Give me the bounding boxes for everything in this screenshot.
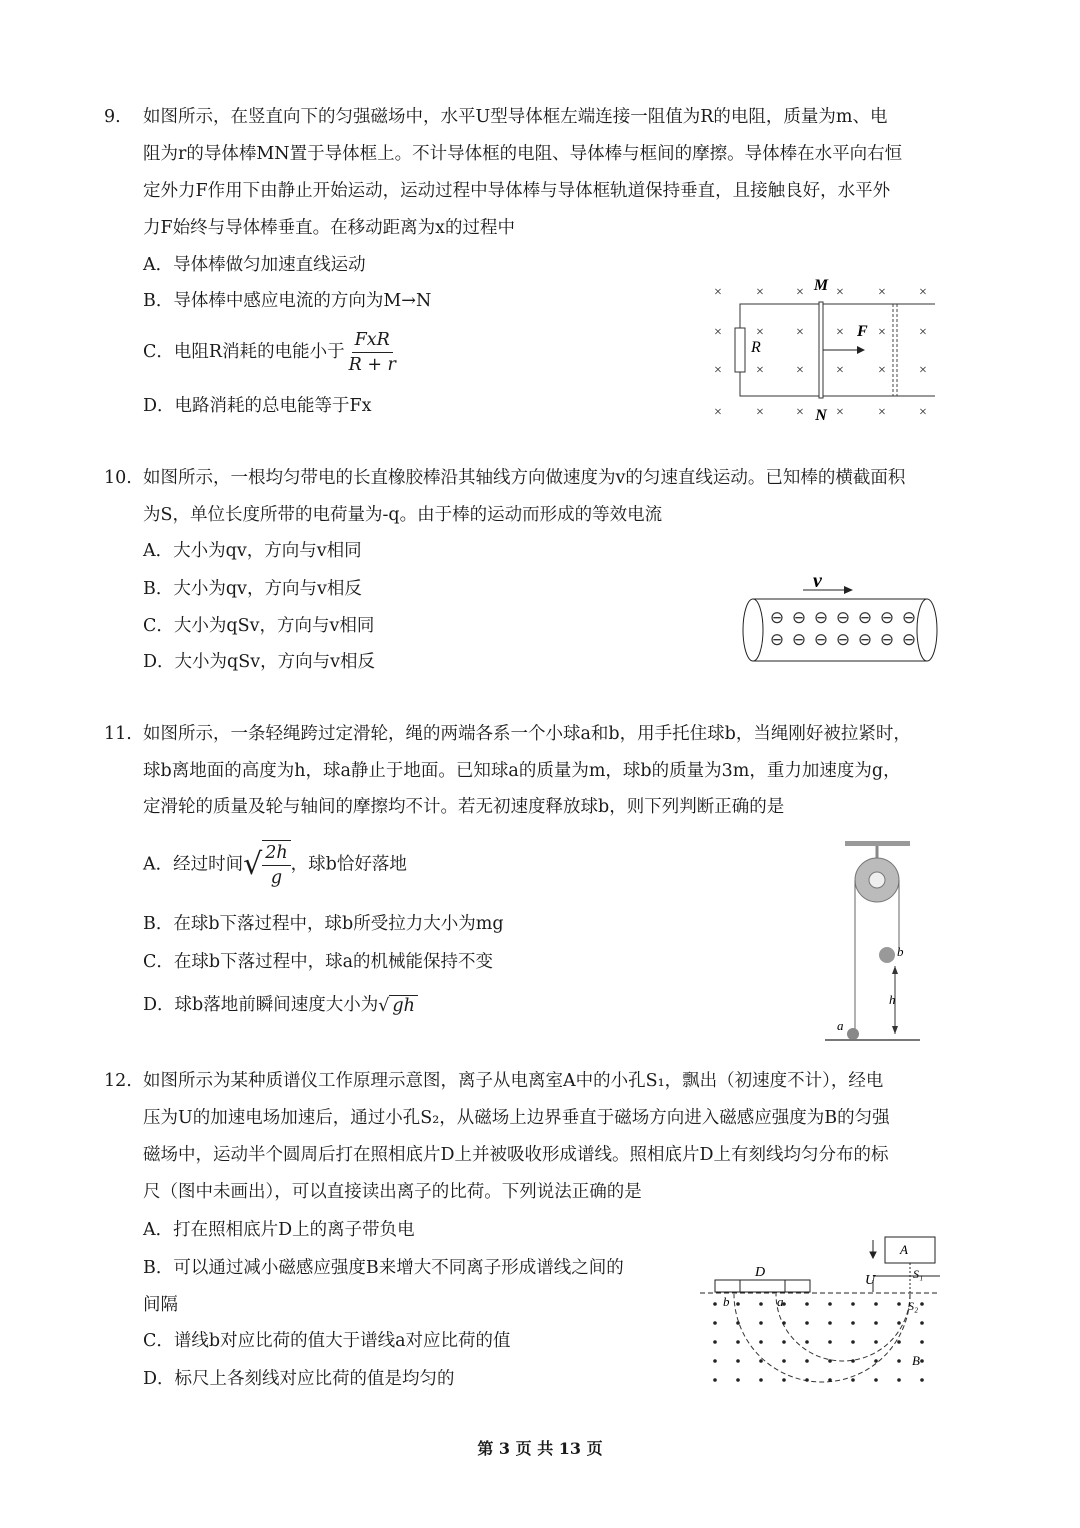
q10-option-b: B．大小为qv，方向与v相反: [143, 579, 362, 599]
option-text: ，球b恰好落地: [290, 854, 407, 875]
q11-option-d: [143, 993, 418, 1018]
option-text: A．经过时间: [143, 854, 244, 875]
field-dot: [828, 1340, 832, 1344]
field-dot: [851, 1302, 855, 1306]
field-dot: [920, 1321, 924, 1325]
q9-stem: 如图所示，在竖直向下的匀强磁场中，水平U型导体框左端连接一阻值为R的电阻，质量为m、电: [143, 107, 888, 127]
field-dot: [782, 1321, 786, 1325]
q11-option-a: A．经过时间√ $\frac{2h}{g}$ ，球b恰好落地: [143, 840, 407, 890]
q12-option-a: A．打在照相底片D上的离子带负电: [143, 1220, 415, 1240]
label-h: h: [889, 992, 896, 1007]
field-dot: [851, 1321, 855, 1325]
q11-number: 11.: [104, 724, 132, 744]
field-dot: [897, 1321, 901, 1325]
q10-rod-figure: [735, 565, 945, 670]
q12-stem: 如图所示为某种质谱仪工作原理示意图，离子从电离室A中的小孔S₁，飘出（初速度不计），经电: [143, 1071, 884, 1091]
q12-option-c: C．谱线b对应比荷的值大于谱线a对应比荷的值: [143, 1331, 511, 1351]
q10-stem: 为S，单位长度所带的电荷量为-q。由于棒的运动而形成的等效电流: [143, 505, 663, 525]
radicand: gh: [389, 995, 417, 1016]
charge-icon: ⊖: [769, 608, 785, 627]
field-dot: [874, 1302, 878, 1306]
svg-text:×: ×: [756, 285, 764, 300]
field-dot: [736, 1359, 740, 1363]
q9-option-d: D．电路消耗的总电能等于Fx: [143, 396, 372, 416]
label-chamber-a: A: [900, 1242, 908, 1257]
field-dot: [897, 1302, 901, 1306]
q9-option-c: [143, 328, 396, 377]
field-dot: [736, 1378, 740, 1382]
label-a: a: [837, 1018, 844, 1033]
field-dot: [713, 1378, 717, 1382]
label-s1: S₁: [913, 1267, 924, 1281]
svg-text:⊖: ⊖: [769, 630, 785, 649]
field-dot: [874, 1340, 878, 1344]
svg-text:×: ×: [836, 405, 844, 420]
label-n: N: [815, 407, 827, 422]
svg-text:×: ×: [878, 363, 886, 378]
numerator: 2h: [262, 841, 290, 866]
q9-stem: 定外力F作用下由静止开始运动，运动过程中导体棒与导体框轨道保持垂直，且接触良好，水平外: [143, 181, 891, 201]
svg-text:×: ×: [714, 325, 722, 340]
q11-option-c: C．在球b下落过程中，球a的机械能保持不变: [143, 952, 494, 972]
label-r: R: [751, 339, 761, 356]
q11-stem: 如图所示，一条轻绳跨过定滑轮，绳的两端各系一个小球a和b，用手托住球b，当绳刚好被拉紧时，: [143, 724, 911, 744]
field-dot: [897, 1340, 901, 1344]
field-dot: [828, 1321, 832, 1325]
field-dot: [874, 1321, 878, 1325]
field-dot: [828, 1378, 832, 1382]
svg-text:⊖: ⊖: [835, 608, 851, 627]
page-footer: 第 3 页 共 13 页: [477, 1439, 603, 1458]
svg-text:⊖: ⊖: [857, 608, 873, 627]
field-dot: [713, 1302, 717, 1306]
svg-text:×: ×: [796, 285, 804, 300]
svg-text:×: ×: [919, 405, 927, 420]
field-dot: [805, 1302, 809, 1306]
fraction: [349, 328, 396, 377]
label-b-field: B: [912, 1353, 920, 1368]
q10-option-c: C．大小为qSv，方向与v相同: [143, 616, 375, 636]
sqrt-fraction: [262, 840, 290, 890]
q10-option-a: A．大小为qv，方向与v相同: [143, 541, 362, 561]
field-dot: [782, 1378, 786, 1382]
svg-text:×: ×: [796, 405, 804, 420]
q9-circuit-figure: [705, 272, 945, 422]
svg-text:⊖: ⊖: [835, 630, 851, 649]
svg-text:⊖: ⊖: [791, 630, 807, 649]
svg-text:⊖: ⊖: [791, 608, 807, 627]
svg-text:×: ×: [919, 363, 927, 378]
q12-option-b: B．可以通过减小磁感应强度B来增大不同离子形成谱线之间的: [143, 1258, 624, 1278]
label-d: D: [755, 1265, 766, 1280]
field-dot: [805, 1340, 809, 1344]
label-s2: S₂: [908, 1299, 919, 1313]
svg-text:⊖: ⊖: [879, 608, 895, 627]
field-dot: [713, 1359, 717, 1363]
denominator: g: [270, 868, 283, 888]
svg-text:×: ×: [714, 363, 722, 378]
q12-option-b-cont: 间隔: [143, 1295, 178, 1315]
q12-stem: 压为U的加速电场加速后，通过小孔S₂，从磁场上边界垂直于磁场方向进入磁感应强度为B的匀强: [143, 1108, 890, 1128]
field-dot: [874, 1378, 878, 1382]
svg-text:⊖: ⊖: [901, 630, 917, 649]
q9-stem: 阻为r的导体棒MN置于导体框上。不计导体框的电阻、导体棒与框间的摩擦。导体棒在水平向右恒: [143, 144, 903, 164]
q9-option-b: B．导体棒中感应电流的方向为M→N: [143, 291, 432, 311]
field-dot: [920, 1302, 924, 1306]
field-dot: [828, 1302, 832, 1306]
field-dot: [851, 1340, 855, 1344]
field-dot: [759, 1378, 763, 1382]
field-dot: [920, 1340, 924, 1344]
svg-text:×: ×: [878, 405, 886, 420]
field-dot: [736, 1302, 740, 1306]
svg-text:×: ×: [714, 405, 722, 420]
field-dot: [874, 1359, 878, 1363]
field-dot: [759, 1359, 763, 1363]
field-dot: [759, 1321, 763, 1325]
q10-number: 10.: [104, 468, 132, 488]
label-v: v: [813, 570, 822, 592]
svg-text:×: ×: [714, 285, 722, 300]
svg-text:×: ×: [796, 363, 804, 378]
field-dot: [713, 1340, 717, 1344]
svg-text:×: ×: [756, 325, 764, 340]
field-dot: [782, 1359, 786, 1363]
svg-text:×: ×: [836, 363, 844, 378]
q11-stem: 球b离地面的高度为h，球a静止于地面。已知球a的质量为m，球b的质量为3m，重力加速度为g，: [143, 761, 901, 781]
option-text: D．球b落地前瞬间速度大小为: [143, 995, 379, 1015]
q12-spectrometer-figure: [695, 1232, 945, 1392]
svg-text:×: ×: [796, 325, 804, 340]
field-dot: [713, 1321, 717, 1325]
q10-option-d: D．大小为qSv，方向与v相反: [143, 652, 375, 672]
field-dot: [805, 1378, 809, 1382]
q9-number: 9.: [104, 107, 121, 127]
field-dot: [805, 1359, 809, 1363]
q12-stem: 磁场中，运动半个圆周后打在照相底片D上并被吸收形成谱线。照相底片D上有刻线均匀分布的标: [143, 1145, 889, 1165]
svg-text:×: ×: [919, 285, 927, 300]
q12-stem: 尺（图中未画出），可以直接读出离子的比荷。下列说法正确的是: [143, 1182, 642, 1202]
field-dot: [851, 1378, 855, 1382]
q9-option-c-text: C．电阻R消耗的电能小于: [143, 342, 345, 362]
svg-text:×: ×: [836, 325, 844, 340]
label-f: F: [857, 323, 868, 340]
denominator: R + r: [348, 355, 396, 375]
svg-text:⊖: ⊖: [813, 608, 829, 627]
field-dot: [851, 1359, 855, 1363]
label-u: U: [865, 1273, 876, 1288]
numerator: FxR: [352, 328, 393, 353]
svg-text:×: ×: [878, 285, 886, 300]
field-dot: [759, 1302, 763, 1306]
svg-text:×: ×: [919, 325, 927, 340]
svg-text:×: ×: [756, 363, 764, 378]
label-m: M: [813, 277, 829, 294]
field-dot: [782, 1340, 786, 1344]
field-dot: [920, 1359, 924, 1363]
field-dot: [897, 1359, 901, 1363]
label-line-b: b: [723, 1294, 730, 1309]
svg-text:⊖: ⊖: [879, 630, 895, 649]
svg-text:×: ×: [836, 285, 844, 300]
label-b: b: [897, 944, 904, 959]
q11-option-b: B．在球b下落过程中，球b所受拉力大小为mg: [143, 914, 504, 934]
svg-text:×: ×: [756, 405, 764, 420]
q11-pulley-figure: [825, 838, 925, 1048]
field-dot: [736, 1321, 740, 1325]
sqrt: √ gh: [378, 994, 418, 1018]
q11-stem: 定滑轮的质量及轮与轴间的摩擦均不计。若无初速度释放球b，则下列判断正确的是: [143, 797, 785, 817]
q10-stem: 如图所示，一根均匀带电的长直橡胶棒沿其轴线方向做速度为v的匀速直线运动。已知棒的横截面积: [143, 468, 906, 488]
svg-text:×: ×: [878, 325, 886, 340]
field-dot: [805, 1321, 809, 1325]
field-dot: [897, 1378, 901, 1382]
q9-option-a: A．导体棒做匀加速直线运动: [143, 255, 366, 275]
svg-text:⊖: ⊖: [901, 608, 917, 627]
field-dot: [828, 1359, 832, 1363]
q9-stem: 力F始终与导体棒垂直。在移动距离为x的过程中: [143, 218, 516, 238]
field-dot: [759, 1340, 763, 1344]
q12-number: 12.: [104, 1071, 132, 1091]
q12-option-d: D．标尺上各刻线对应比荷的值是均匀的: [143, 1369, 455, 1389]
field-dot: [920, 1378, 924, 1382]
label-line-a: a: [777, 1294, 784, 1309]
svg-text:⊖: ⊖: [813, 630, 829, 649]
field-dot: [736, 1340, 740, 1344]
svg-text:⊖: ⊖: [857, 630, 873, 649]
